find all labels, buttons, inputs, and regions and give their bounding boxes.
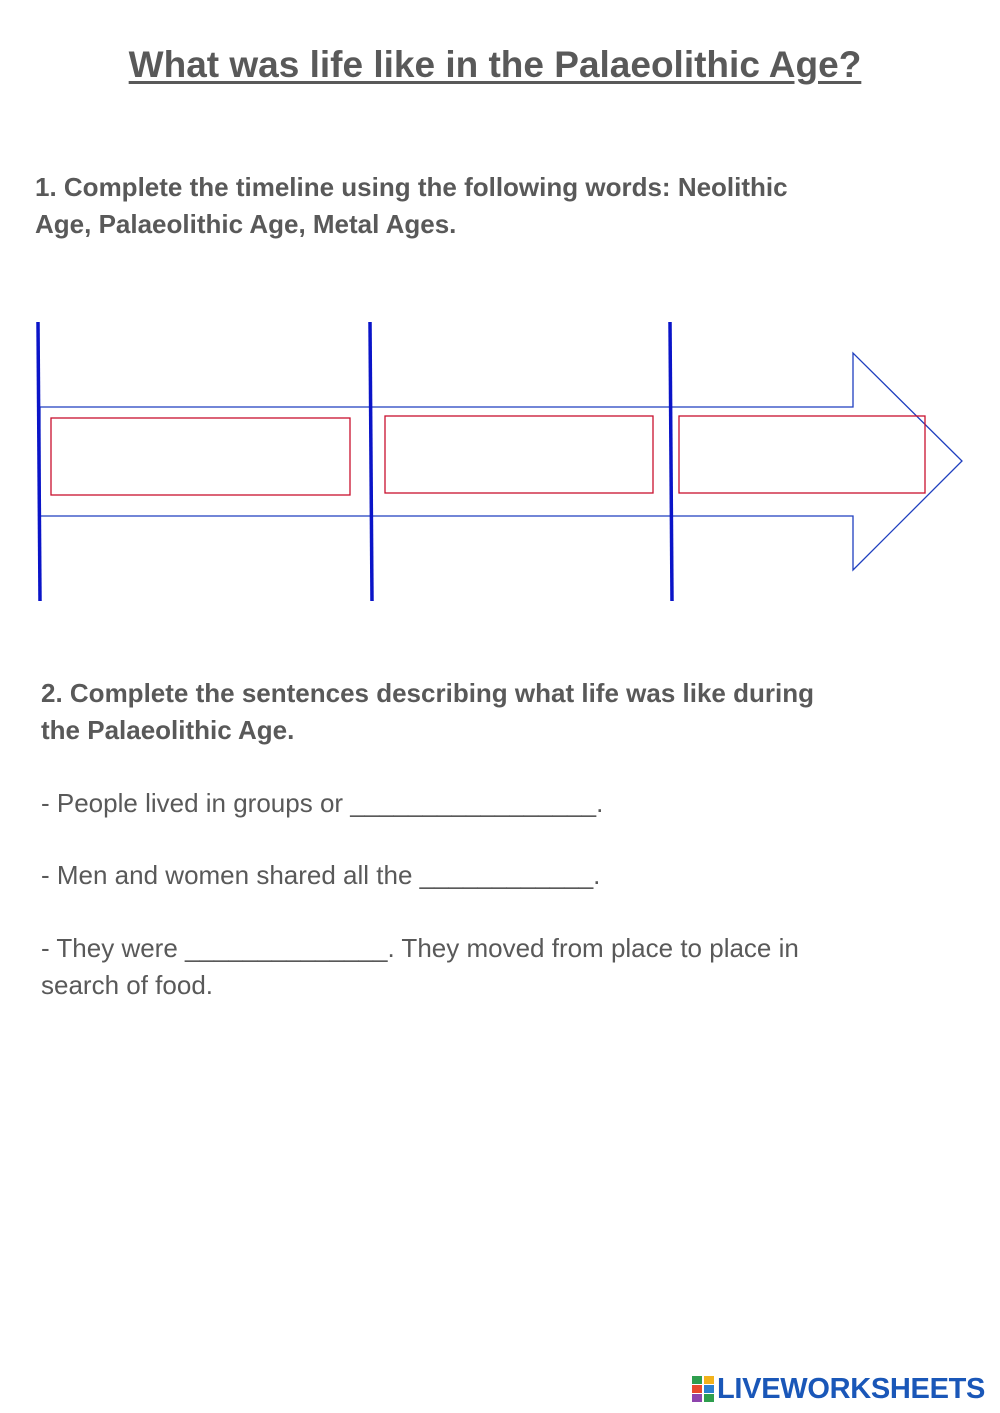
- question-2-line-2: the Palaeolithic Age.: [41, 715, 295, 745]
- liveworksheets-logo-text: LIVEWORKSHEETS: [717, 1372, 986, 1405]
- question-1: [35, 169, 965, 243]
- sentence-1[interactable]: [41, 785, 961, 822]
- liveworksheets-logo[interactable]: [692, 1372, 985, 1406]
- timeline-answer-box-3[interactable]: [679, 416, 925, 493]
- sentence-3-line-2: search of food.: [41, 970, 213, 1000]
- question-2-line-1: 2. Complete the sentences describing what life was like during: [41, 678, 814, 708]
- question-1-line-2: Age, Palaeolithic Age, Metal Ages.: [35, 209, 457, 239]
- timeline-diagram: [0, 300, 1000, 620]
- timeline-arrow: [40, 353, 962, 570]
- worksheet-title: What was life like in the Palaeolithic Age?: [128, 44, 862, 85]
- sentence-2[interactable]: [41, 857, 961, 894]
- sentence-1-line-1: - People lived in groups or _________________.: [41, 788, 604, 818]
- liveworksheets-logo-icon: [692, 1376, 714, 1402]
- timeline-answer-box-1[interactable]: [51, 418, 350, 495]
- timeline-divider-1: [38, 322, 40, 601]
- question-1-line-1: 1. Complete the timeline using the following words: Neolithic: [35, 172, 788, 202]
- timeline-divider-3: [670, 322, 672, 601]
- sentence-2-line-1: - Men and women shared all the ____________.: [41, 860, 601, 890]
- timeline-answer-box-2[interactable]: [385, 416, 653, 493]
- sentence-3-line-1: - They were ______________. They moved from place to place in: [41, 933, 799, 963]
- question-2: [41, 675, 971, 749]
- sentence-3[interactable]: [41, 930, 961, 1004]
- timeline-divider-2: [370, 322, 372, 601]
